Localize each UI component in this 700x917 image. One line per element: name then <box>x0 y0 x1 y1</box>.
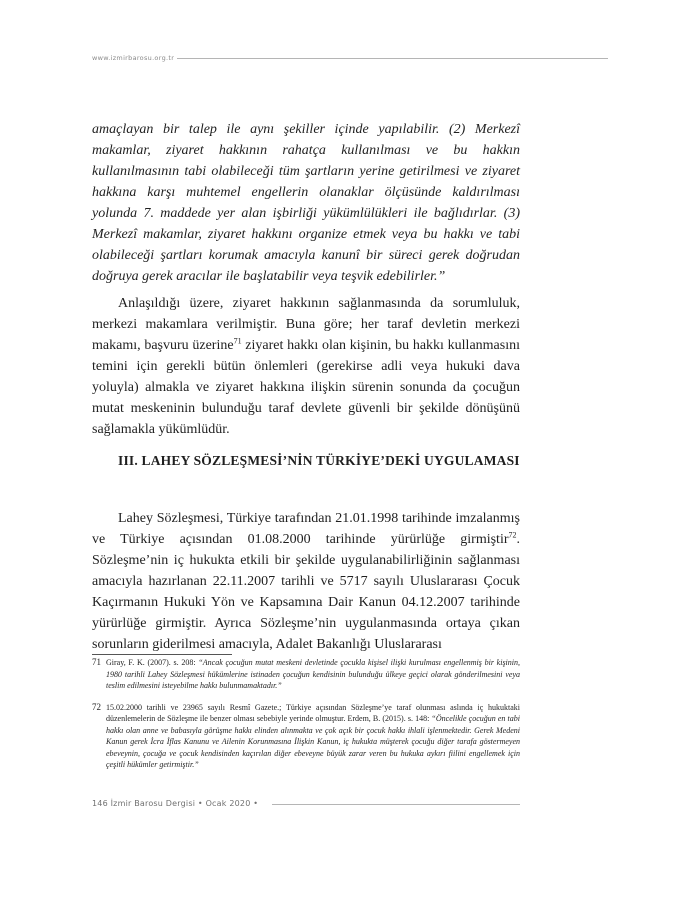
body-paragraph-responsibility <box>92 293 520 440</box>
footnote-71 <box>92 657 520 692</box>
body-paragraph-hague-turkey <box>92 508 520 655</box>
footnote-quote: “Ancak çocuğun mutat meskeni devletinde çocukla kişisel ilişki kurulması engellenmiş bir kişinin, 1980 tarihli Lahey Sözleşmesi hükümlerine istinaden çocuğun kendisinin bulunduğu ülkeye geçici olarak gönderilmesini veya teslim edilmesini isteyebilme hakkı bulunmamaktadır.” <box>106 658 521 690</box>
para2-text-before: Anlaşıldığı üzere, ziyaret hakkının sağlanmasında da sorumluluk, merkezi makamlara verilmiştir. Buna göre; her taraf devletin merkezi makamı, başvuru üzerine <box>92 296 520 353</box>
header-rule <box>177 58 608 59</box>
para2-text-after: ziyaret hakkı olan kişinin, bu hakkı kullanmasını temini için gerekli bütün önlemleri (gerekirse adli veya hukuki dava yoluyla) almakla ve ziyaret hakkına ilişkin sürenin sonunda da çocuğun mutat meskeninin bulunduğu taraf devlete güvenli bir şekilde dönüşünü sağlamakla yükümlüdür. <box>92 338 520 437</box>
journal-name: İzmir Barosu Dergisi <box>110 799 196 808</box>
issue-date: Ocak 2020 <box>205 799 251 808</box>
para3-text-after: . Sözleşme’nin iç hukukta etkili bir şekilde uygulanabilirliğinin sağlanması amacıyla hazırlanan 22.11.2007 tarihli ve 5717 sayılı Uluslararası Çocuk Kaçırmanın Hukuki Yön ve Kapsamına Dair Kanun 04.12.2007 tarihinde yürürlüğe girmiştir. Ayrıca Sözleşme’nin uygulanmasında ortaya çıkan sorunların giderilmesi amacıyla, Adalet Bakanlığı Uluslararası <box>92 532 520 652</box>
footer-separator: • <box>197 799 203 808</box>
footnote-quote: “Öncelikle çocuğun en tabi hakkı olan anne ve babasıyla görüşme hakkı elinden alınmakta ve çok açık bir çocuk hakkı ihlali işlenmektedir. Gerek Medeni Kanun gerek İcra İflas Kanunu ve Ailenin Korunmasına İlişkin Kanun, iç hukukta müşterek çocuğu diğer tarafa göstermeyen ebeveynin, çocuğa ve çocuk kendisinden kaçırılan diğer ebeveyne büyük zarar veren bu hukuka aykırı fiilini engellemek için çeşitli hükümler getirmiştir.” <box>106 714 520 769</box>
section-heading: III. LAHEY SÖZLEŞMESİ’NİN TÜRKİYE’DEKİ UYGULAMASI <box>118 453 520 468</box>
footer-end-mark: • <box>253 799 259 808</box>
header-url: www.izmirbarosu.org.tr <box>92 54 175 62</box>
quote-paragraph: amaçlayan bir talep ile aynı şekiller içinde yapılabilir. (2) Merkezî makamlar, ziyaret hakkının rahatça kullanılması ve bu hakkın kullanılmasının tabi olabileceği tüm şartların yerine getirilmesi ve ziyaret hakkına karşı muhtemel engellerin olanaklar ölçüsünde kaldırılması yolunda 7. maddede yer alan işbirliği yükümlülükleri ile bağlıdırlar. (3) Merkezî makamlar, ziyaret hakkını organize etmek veya bu hakkı ve tabi olabileceği şartları korumak amacıyla kanunî bir süreci gerek doğrudan doğruya gerek aracılar ile başlatabilir veya teşvik edebilirler.” <box>92 122 520 284</box>
footnote-ref-72[interactable]: 72 <box>508 530 517 540</box>
footnote-text <box>106 658 520 690</box>
page-number: 146 <box>92 799 108 808</box>
footnote-number: 72 <box>92 701 101 712</box>
page-footer <box>92 799 258 808</box>
footnote-72 <box>92 702 520 771</box>
para3-text-before: Lahey Sözleşmesi, Türkiye tarafından 21.01.1998 tarihinde imzalanmış ve Türkiye açısından 01.08.2000 tarihinde yürürlüğe girmiştir <box>92 511 520 547</box>
footnotes <box>92 657 520 781</box>
footnote-text <box>106 703 520 770</box>
footnote-ref-71[interactable]: 71 <box>233 336 242 346</box>
footer-rule <box>272 804 520 805</box>
footnote-separator <box>92 654 232 655</box>
footnote-citation: Giray, F. K. (2007). s. 208: <box>106 658 199 667</box>
footnote-number: 71 <box>92 657 101 667</box>
footnote-citation: 15.02.2000 tarihli ve 23965 sayılı Resmî Gazete.; Türkiye açısından Sözleşme’ye taraf olunması aslında iç hukuktaki düzenlemelerin de Sözleşme ile benzer olması sebebiyle yerinde olmuştur. Erdem, B. (2015). s. 148: <box>106 702 520 723</box>
